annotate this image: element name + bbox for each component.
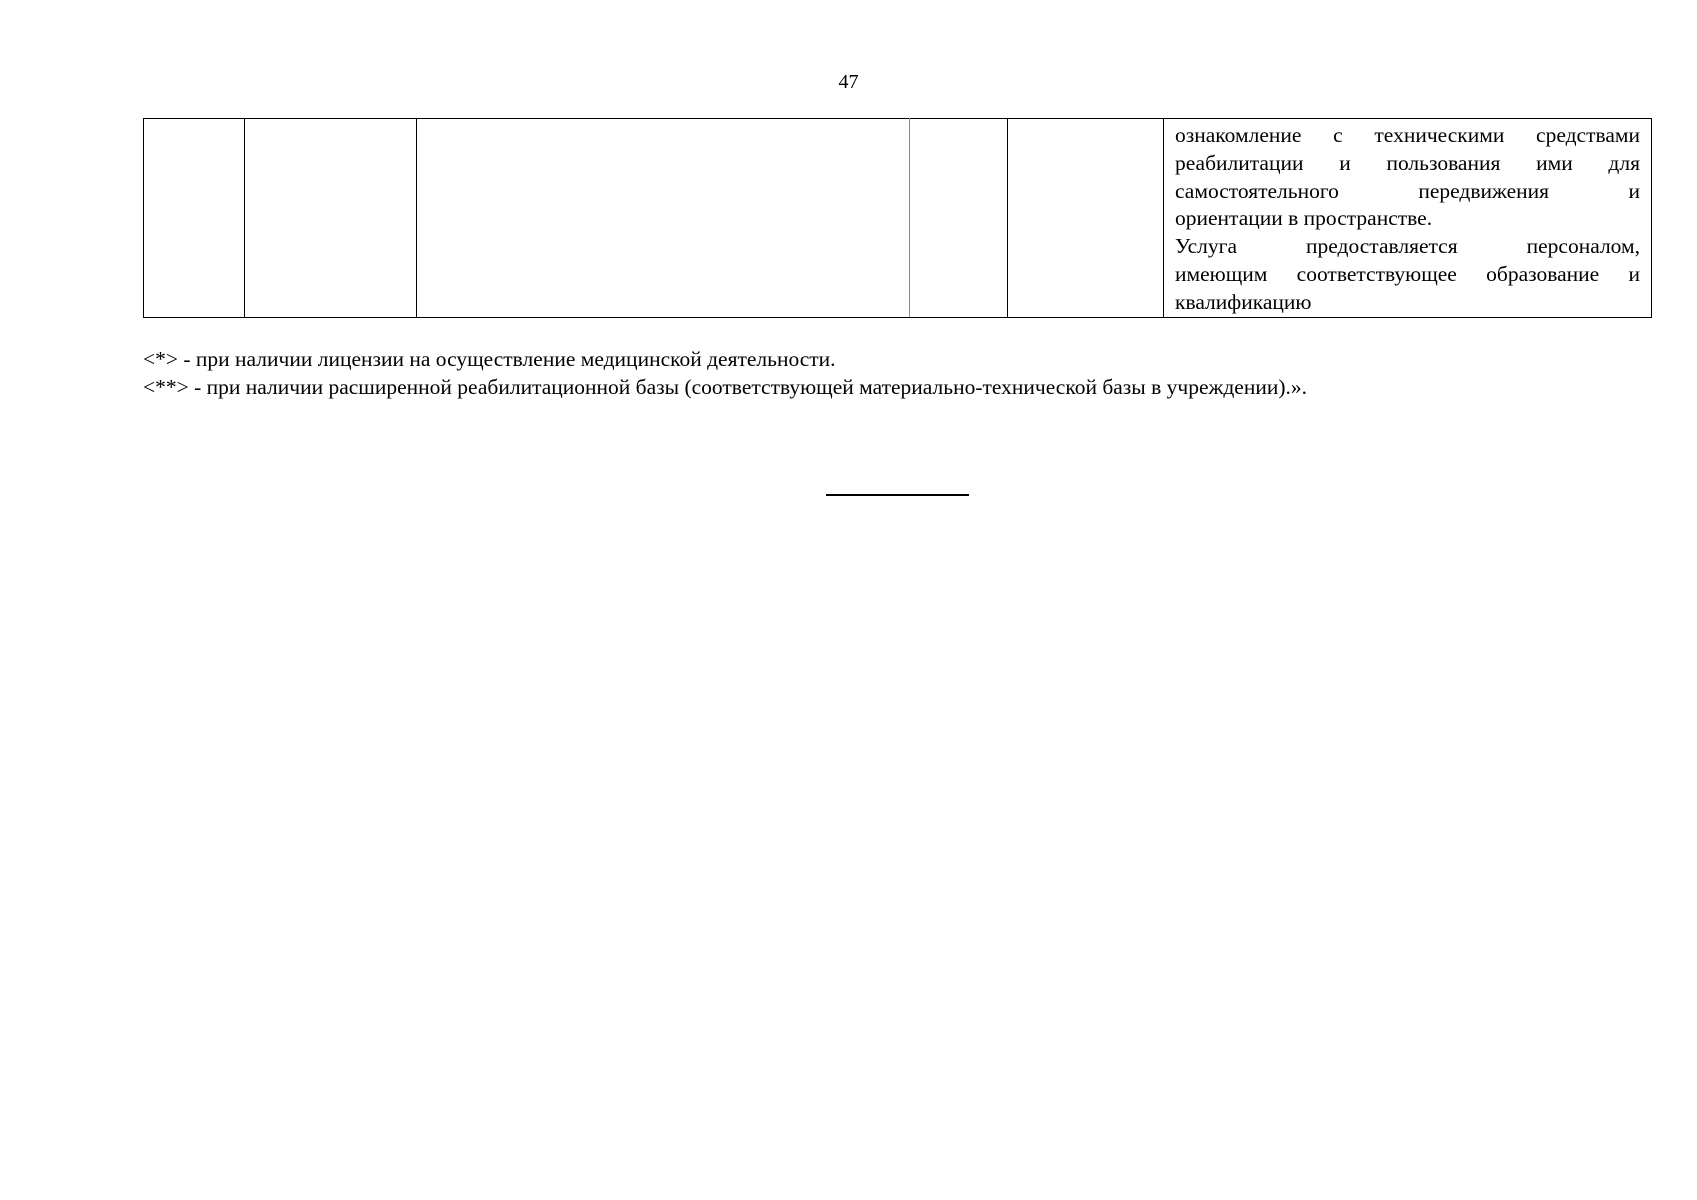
- cell-text-line: ориентации в пространстве.: [1175, 206, 1433, 231]
- table-cell-number: [144, 119, 245, 318]
- cell-text-line: реабилитации и пользования ими для: [1175, 150, 1640, 175]
- table-cell-service-description: [417, 119, 910, 318]
- table-cell-service-name: [245, 119, 417, 318]
- footnotes: [143, 345, 1651, 401]
- cell-text-line: ознакомление с техническими средствами: [1175, 123, 1640, 147]
- cell-text-line: квалификацию: [1175, 289, 1312, 314]
- table-cell-standard: [1008, 119, 1164, 318]
- footnote-rehabilitation-base: <**> - при наличии расширенной реабилитационной базы (соответствующей материально-технической базы в учреждении).».: [143, 375, 1308, 399]
- services-table-continuation: [143, 118, 1652, 318]
- end-of-document-rule: [826, 494, 969, 496]
- table-row: [144, 119, 1652, 318]
- cell-text-line: имеющим соответствующее образование и: [1175, 261, 1640, 286]
- footnote-medical-license: <*> - при наличии лицензии на осуществление медицинской деятельности.: [143, 347, 836, 371]
- table-cell-conditions: [1164, 119, 1652, 318]
- cell-text-line: самостоятельного передвижения и: [1175, 178, 1640, 203]
- page-number: 47: [838, 71, 859, 93]
- cell-text-line: Услуга предоставляется персоналом,: [1175, 234, 1640, 259]
- table-cell-term: [910, 119, 1008, 318]
